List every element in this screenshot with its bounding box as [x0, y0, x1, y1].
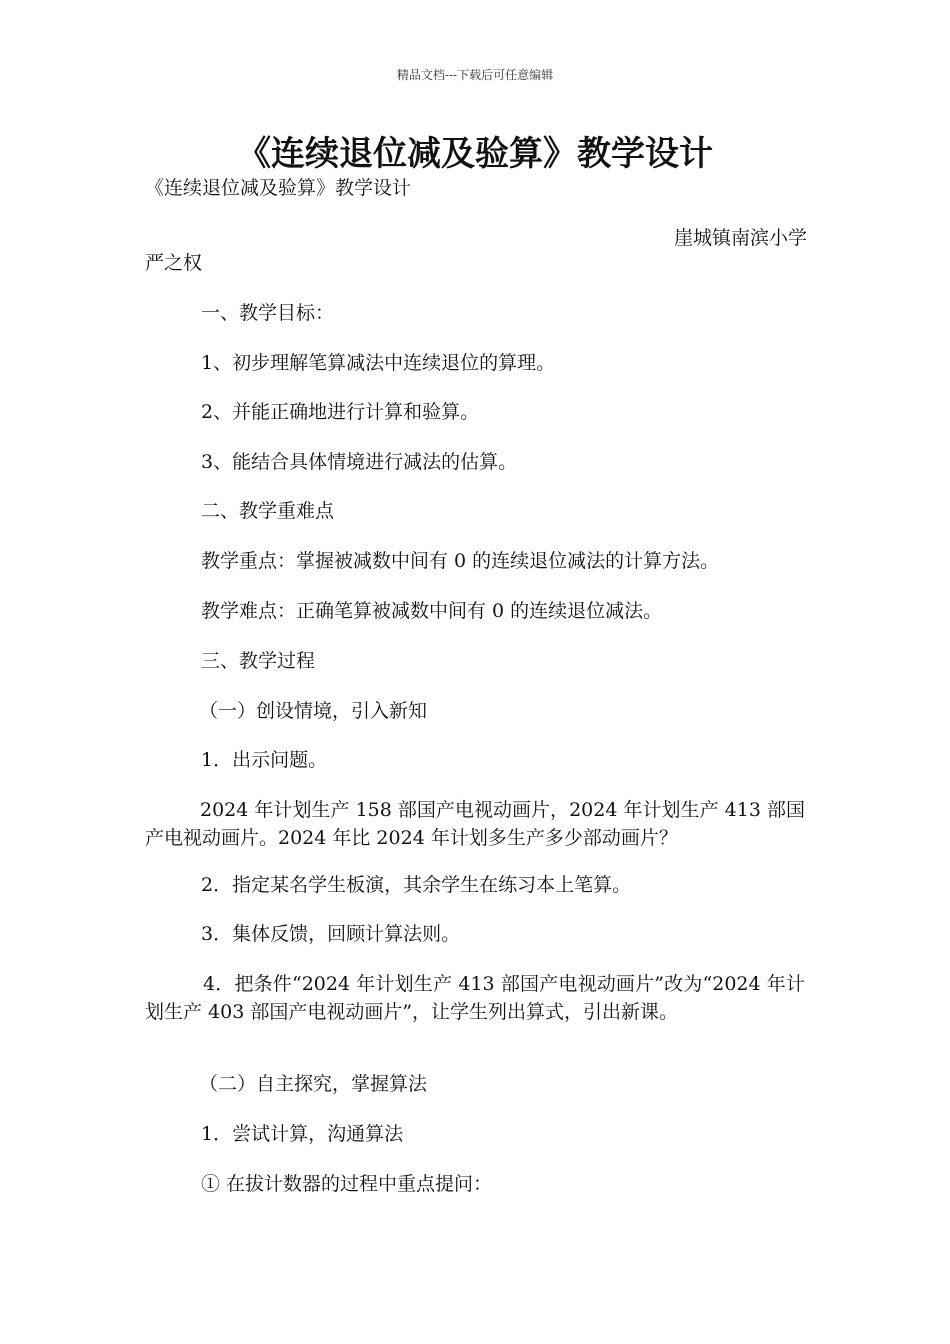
author-name: 严之权 — [145, 252, 203, 274]
keypoints-heading: 二、教学重难点 — [201, 500, 335, 522]
school-name: 崖城镇南滨小学 — [673, 227, 807, 249]
goal-item-2: 2、并能正确地进行计算和验算。 — [201, 401, 480, 423]
goal-item-3: 3、能结合具体情境进行减法的估算。 — [201, 451, 518, 473]
step-1: 1．出示问题。 — [201, 749, 328, 771]
section-1-heading: （一）创设情境，引入新知 — [199, 700, 428, 722]
page-header: 精品文档---下载后可任意编辑 — [396, 68, 554, 82]
key-point: 教学重点：掌握被减数中间有 0 的连续退位减法的计算方法。 — [201, 550, 720, 572]
section-2-heading: （二）自主探究，掌握算法 — [199, 1073, 428, 1095]
document-subtitle: 《连续退位减及验算》教学设计 — [145, 177, 412, 199]
step-3: 3．集体反馈，回顾计算法则。 — [201, 923, 461, 945]
process-heading: 三、教学过程 — [201, 650, 316, 672]
problem-paragraph: 2024 年计划生产 158 部国产电视动画片，2024 年计划生产 413 部国产电视动画片。2024 年比 2024 年计划多生产多少部动画片？ — [145, 799, 805, 849]
step-4-paragraph: 4．把条件“2024 年计划生产 413 部国产电视动画片”改为“2024 年计划生产 403 部国产电视动画片”，让学生列出算式，引出新课。 — [145, 973, 805, 1023]
document-title: 《连续退位减及验算》教学设计 — [237, 134, 713, 174]
step-2: 2．指定某名学生板演，其余学生在练习本上笔算。 — [201, 874, 632, 896]
sub-step: ① 在拔计数器的过程中重点提问： — [201, 1173, 493, 1195]
difficult-point: 教学难点：正确笔算被减数中间有 0 的连续退位减法。 — [201, 600, 663, 622]
goal-item-1: 1、初步理解笔算减法中连续退位的算理。 — [201, 352, 556, 374]
step-try: 1．尝试计算，沟通算法 — [201, 1123, 404, 1145]
goals-heading: 一、教学目标： — [201, 302, 335, 324]
